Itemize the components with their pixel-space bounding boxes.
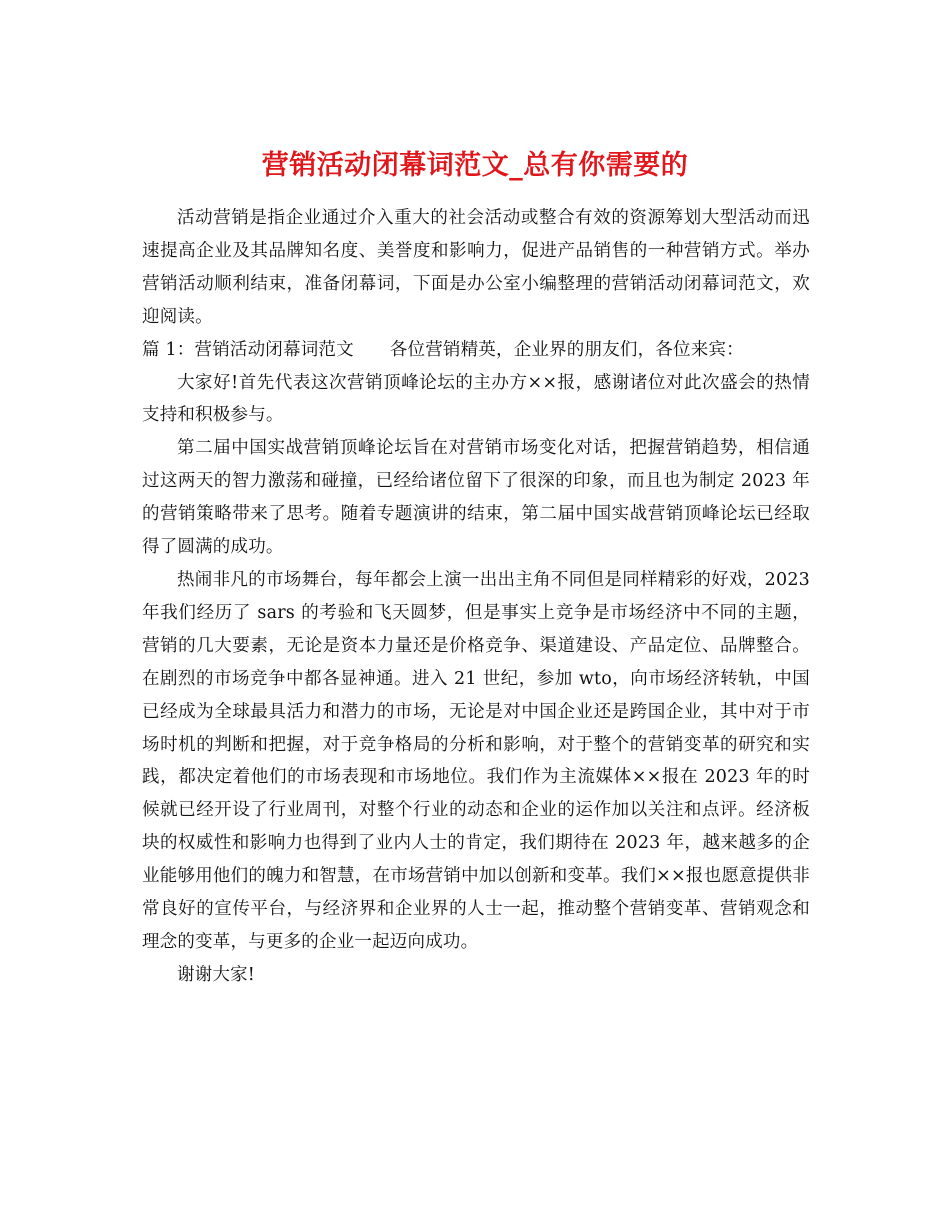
document-title: 营销活动闭幕词范文_总有你需要的 — [261, 150, 689, 182]
document-body — [142, 202, 810, 992]
section-heading-line — [142, 334, 810, 367]
intro-paragraph: 活动营销是指企业通过介入重大的社会活动或整合有效的资源筹划大型活动而迅速提高企业及其品牌知名度、美誉度和影响力，促进产品销售的一种营销方式。举办营销活动顺利结束，准备闭幕词，下面是办公室小编整理的营销活动闭幕词范文，欢迎阅读。 — [142, 208, 810, 327]
salutation: 各位营销精英，企业界的朋友们，各位来宾： — [389, 339, 744, 360]
section-label: 篇 1：营销活动闭幕词范文 — [142, 339, 354, 360]
body-paragraph-3: 热闹非凡的市场舞台，每年都会上演一出出主角不同但是同样精彩的好戏，2023 年我们经历了 sars 的考验和飞天圆梦，但是事实上竞争是市场经济中不同的主题，营销的几大要素，无论是资本力量还是价格竞争、渠道建设、产品定位、品牌整合。在剧烈的市场竞争中都各显神通。进入 21 世纪，参加 wto，向市场经济转轨，中国已经成为全球最具活力和潜力的市场，无论是对中国企业还是跨国企业，其中对于市场时机的判断和把握，对于竞争格局的分析和影响，对于整个的营销变革的研究和实践，都决定着他们的市场表现和市场地位。我们作为主流媒体××报在 2023 年的时候就已经开设了行业周刊，对整个行业的动态和企业的运作加以关注和点评。经济板块的权威性和影响力也得到了业内人士的肯定，我们期待在 2023 年，越来越多的企业能够用他们的魄力和智慧，在市场营销中加以创新和变革。我们××报也愿意提供非常良好的宣传平台，与经济界和企业界的人士一起，推动整个营销变革、营销观念和理念的变革，与更多的企业一起迈向成功。 — [142, 569, 810, 952]
body-paragraph-2: 第二届中国实战营销顶峰论坛旨在对营销市场变化对话，把握营销趋势，相信通过这两天的智力激荡和碰撞，已经给诸位留下了很深的印象，而且也为制定 2023 年的营销策略带来了思考。随着专题演讲的结束，第二届中国实战营销顶峰论坛已经取得了圆满的成功。 — [142, 438, 810, 558]
body-paragraph-1: 大家好!首先代表这次营销顶峰论坛的主办方××报，感谢诸位对此次盛会的热情支持和积极参与。 — [142, 372, 810, 426]
closing-paragraph: 谢谢大家! — [177, 964, 256, 985]
